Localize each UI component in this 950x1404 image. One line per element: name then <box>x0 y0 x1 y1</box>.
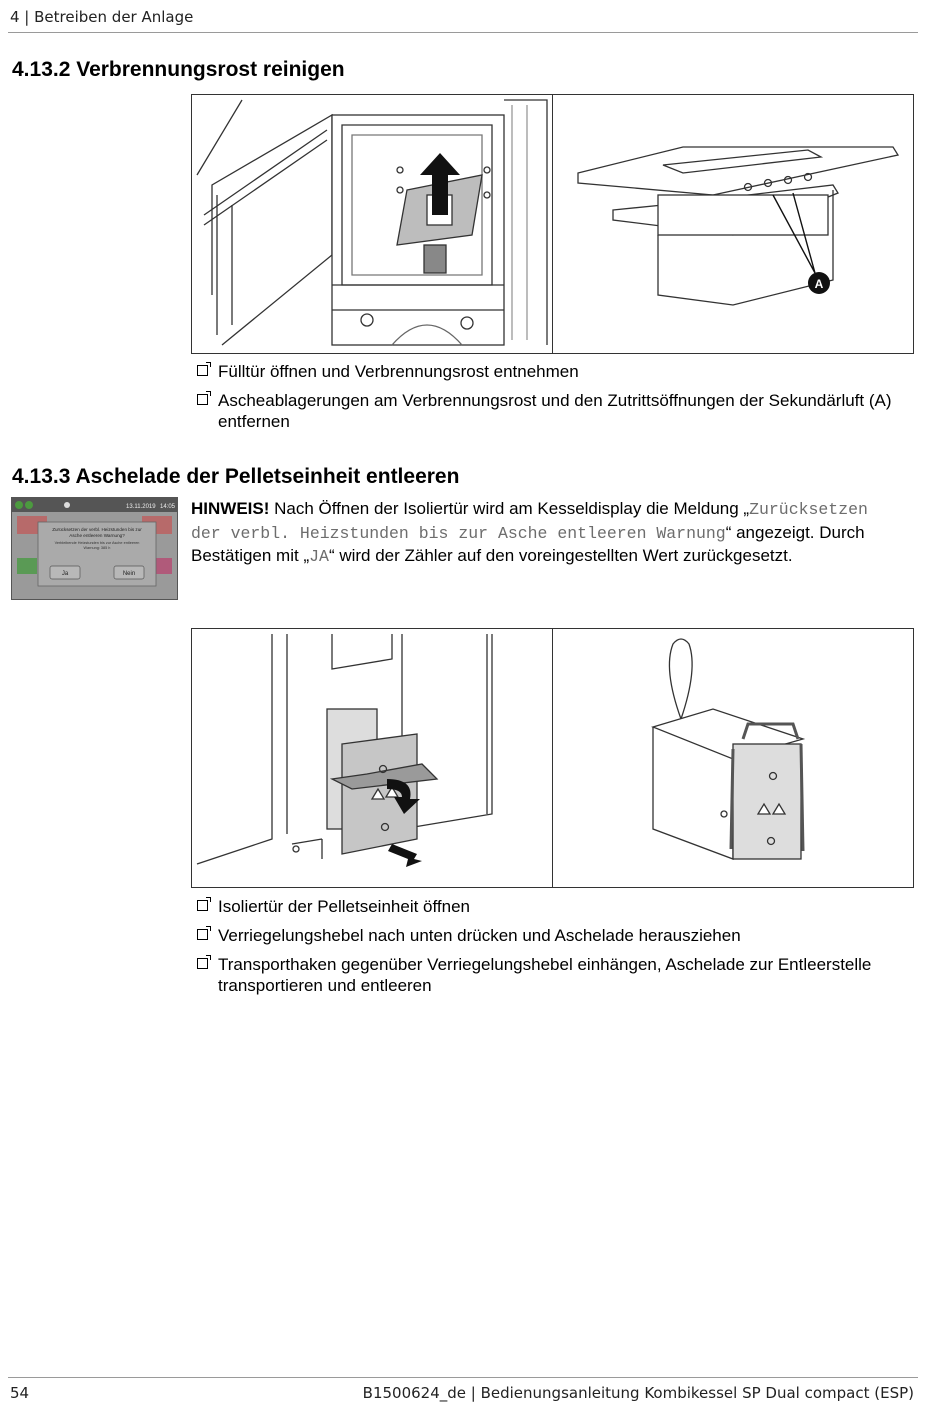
step-text: Verriegelungshebel nach unten drücken und Aschelade herausziehen <box>218 926 741 945</box>
document-reference: B1500624_de | Bedienungsanleitung Kombikessel SP Dual compact (ESP) <box>362 1384 914 1402</box>
figure-grate-removal <box>191 94 553 354</box>
display-yes-button: Ja <box>61 571 69 577</box>
notice-text: Nach Öffnen der Isoliertür wird am Kesseldisplay die Meldung <box>269 499 744 518</box>
quote-close: “ <box>328 546 335 565</box>
display-time: 14:05 <box>160 504 176 510</box>
grate-steps-list <box>196 361 916 440</box>
section-heading-ash-drawer: 4.13.3 Aschelade der Pelletseinheit entleeren <box>12 465 460 488</box>
figure-grate-detail <box>552 94 914 354</box>
checkbox-icon <box>197 929 208 940</box>
notice-label: HINWEIS! <box>191 499 270 518</box>
display-dialog-line2: Asche entleeren Warnung? <box>69 533 125 538</box>
header-rule <box>8 32 918 33</box>
notice-paragraph <box>191 498 891 569</box>
display-message: Zurücksetzen der verbl. Heizstunden bis zur Asche entleeren Warnung <box>191 500 868 543</box>
page-header: 4 | Betreiben der Anlage <box>10 8 194 26</box>
display-dialog-line1: Zurücksetzen der verbl. Heizstunden bis zur <box>52 527 142 532</box>
checkbox-icon <box>197 958 208 969</box>
ash-drawer-carry-illustration <box>553 629 913 887</box>
checkbox-icon <box>197 365 208 376</box>
page-number: 54 <box>10 1384 30 1402</box>
list-item <box>196 390 916 432</box>
quote-close: “ <box>725 522 732 542</box>
section-heading-grate: 4.13.2 Verbrennungsrost reinigen <box>12 58 345 81</box>
notice-text: wird der Zähler auf den voreingestellten Wert zurückgesetzt. <box>334 546 793 565</box>
display-date: 13.11.2019 <box>126 504 156 510</box>
grate-removal-illustration <box>192 95 552 353</box>
list-item <box>196 896 916 917</box>
list-item <box>196 361 916 382</box>
quote-open: „ <box>303 546 310 565</box>
list-item <box>196 925 916 946</box>
boiler-display-thumbnail <box>11 497 178 600</box>
figure-ash-drawer-pull <box>191 628 553 888</box>
display-no-button: Nein <box>122 571 136 577</box>
notice-text: angezeigt. Durch Bestätigen mit <box>191 522 865 565</box>
ash-drawer-steps-list <box>196 896 916 1004</box>
marker-a-label: A <box>814 277 824 291</box>
checkbox-icon <box>197 394 208 405</box>
grate-detail-illustration <box>553 95 913 353</box>
checkbox-icon <box>197 900 208 911</box>
step-text: Transporthaken gegenüber Verriegelungshebel einhängen, Aschelade zur Entleerstelle transportieren und entleeren <box>218 955 872 995</box>
list-item <box>196 954 916 996</box>
footer-rule <box>8 1377 918 1378</box>
figure-ash-drawer-carry <box>552 628 914 888</box>
step-text: Ascheablagerungen am Verbrennungsrost und den Zutrittsöffnungen der Sekundärluft (A) entfernen <box>218 391 892 431</box>
step-text: Fülltür öffnen und Verbrennungsrost entnehmen <box>218 362 579 381</box>
quote-open: „ <box>743 499 750 518</box>
ash-drawer-pull-illustration <box>192 629 552 887</box>
confirm-answer: JA <box>309 547 329 566</box>
display-dialog-line3: Verbleibende Heizstunden bis zur Asche entleeren <box>54 541 140 545</box>
step-text: Isoliertür der Pelletseinheit öffnen <box>218 897 471 916</box>
display-dialog-line4: Warnung: 385 h <box>83 546 111 550</box>
